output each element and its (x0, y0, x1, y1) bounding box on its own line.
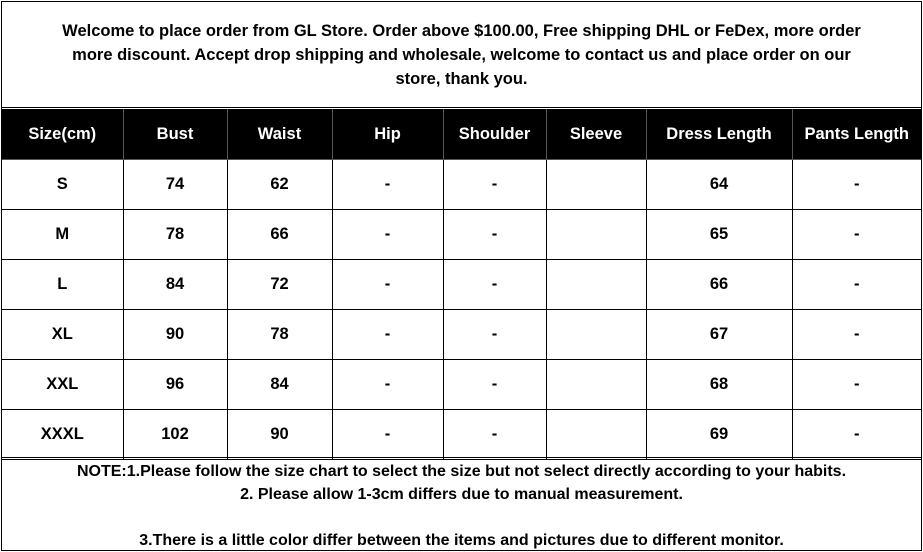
cell-dress-length: 68 (646, 360, 792, 410)
cell-sleeve (546, 410, 646, 460)
note-line-1: NOTE:1.Please follow the size chart to select the size but not select directly according to your habits. (76, 463, 847, 480)
cell-sleeve (546, 210, 646, 260)
cell-dress-length: 65 (646, 210, 792, 260)
cell-hip: - (332, 410, 443, 460)
column-header-sleeve: Sleeve (546, 109, 646, 160)
size-chart-frame (1, 1, 922, 551)
cell-bust: 96 (123, 360, 227, 410)
welcome-line-1: Welcome to place order from GL Store. Order above $100.00, Free shipping DHL or FeDex, more order (62, 21, 861, 40)
table-row (2, 410, 921, 460)
note-spacer (2, 506, 921, 529)
cell-waist: 78 (227, 310, 332, 360)
column-header-pants-length: Pants Length (792, 109, 921, 160)
cell-waist: 90 (227, 410, 332, 460)
cell-shoulder: - (443, 360, 546, 410)
cell-pants-length: - (792, 210, 921, 260)
cell-hip: - (332, 160, 443, 210)
note-line-2: 2. Please allow 1-3cm differs due to manual measurement. (240, 486, 683, 503)
cell-bust: 74 (123, 160, 227, 210)
table-row (2, 310, 921, 360)
cell-bust: 84 (123, 260, 227, 310)
cell-hip: - (332, 260, 443, 310)
table-row (2, 360, 921, 410)
cell-hip: - (332, 310, 443, 360)
cell-bust: 102 (123, 410, 227, 460)
cell-bust: 78 (123, 210, 227, 260)
table-header-row (2, 109, 921, 160)
cell-shoulder: - (443, 260, 546, 310)
column-header-dress-length: Dress Length (646, 109, 792, 160)
column-header-shoulder: Shoulder (443, 109, 546, 160)
cell-sleeve (546, 160, 646, 210)
cell-shoulder: - (443, 210, 546, 260)
cell-dress-length: 66 (646, 260, 792, 310)
welcome-line-3: store, thank you. (395, 69, 528, 88)
column-header-bust: Bust (123, 109, 227, 160)
cell-size: XL (2, 310, 123, 360)
table-row (2, 210, 921, 260)
cell-pants-length: - (792, 310, 921, 360)
cell-sleeve (546, 360, 646, 410)
cell-dress-length: 67 (646, 310, 792, 360)
column-header-waist: Waist (227, 109, 332, 160)
cell-pants-length: - (792, 410, 921, 460)
cell-dress-length: 64 (646, 160, 792, 210)
cell-shoulder: - (443, 410, 546, 460)
cell-dress-length: 69 (646, 410, 792, 460)
cell-sleeve (546, 260, 646, 310)
store-welcome-banner (2, 2, 921, 108)
cell-hip: - (332, 210, 443, 260)
cell-shoulder: - (443, 160, 546, 210)
cell-size: L (2, 260, 123, 310)
column-header-hip: Hip (332, 109, 443, 160)
column-header-size: Size(cm) (2, 109, 123, 160)
cell-shoulder: - (443, 310, 546, 360)
cell-size: XXL (2, 360, 123, 410)
cell-size: S (2, 160, 123, 210)
note-line-3: 3.There is a little color differ between the items and pictures due to different monitor. (139, 532, 784, 549)
cell-waist: 84 (227, 360, 332, 410)
cell-waist: 62 (227, 160, 332, 210)
table-row (2, 260, 921, 310)
cell-sleeve (546, 310, 646, 360)
cell-size: M (2, 210, 123, 260)
cell-waist: 66 (227, 210, 332, 260)
size-notes (2, 457, 921, 550)
cell-bust: 90 (123, 310, 227, 360)
cell-hip: - (332, 360, 443, 410)
size-chart-table (2, 109, 921, 460)
table-row (2, 160, 921, 210)
cell-pants-length: - (792, 360, 921, 410)
cell-waist: 72 (227, 260, 332, 310)
cell-pants-length: - (792, 160, 921, 210)
welcome-line-2: more discount. Accept drop shipping and wholesale, welcome to contact us and place order on our (72, 45, 851, 64)
cell-pants-length: - (792, 260, 921, 310)
cell-size: XXXL (2, 410, 123, 460)
